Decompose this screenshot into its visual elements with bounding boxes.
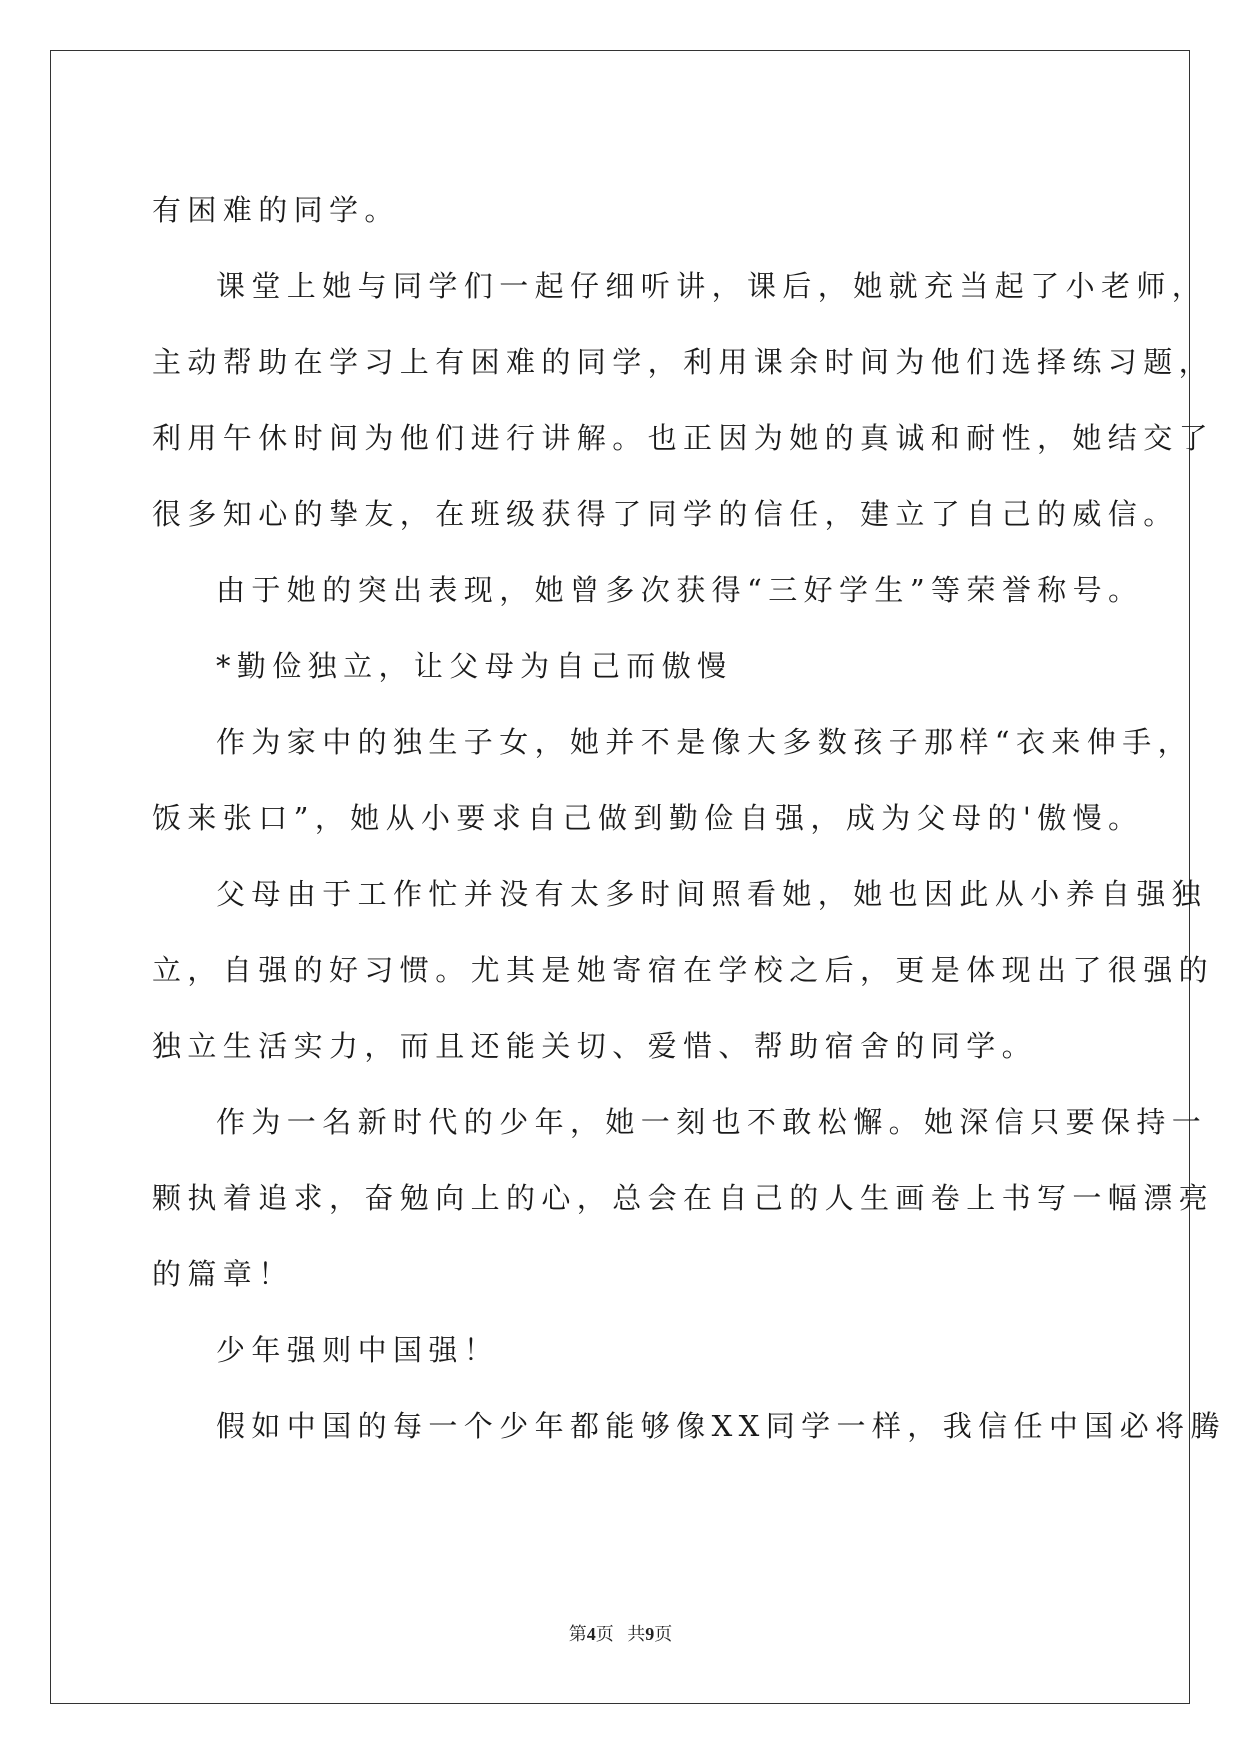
paragraph-start-line: 少年强则中国强！ bbox=[216, 1333, 500, 1367]
text-line: 有困难的同学。 bbox=[152, 193, 400, 227]
total-prefix: 共 bbox=[627, 1624, 646, 1644]
text-line: 立，自强的好习惯。尤其是她寄宿在学校之后，更是体现出了很强的 bbox=[152, 953, 1215, 987]
text-line: 主动帮助在学习上有困难的同学，利用课余时间为他们选择练习题， bbox=[152, 345, 1215, 379]
section-heading: *勤俭独立，让父母为自己而傲慢 bbox=[216, 649, 733, 683]
paragraph-start-line: 父母由于工作忙并没有太多时间照看她，她也因此从小养自强独 bbox=[216, 877, 1208, 911]
text-line: 的篇章！ bbox=[152, 1257, 294, 1291]
paragraph-start-line: 作为一名新时代的少年，她一刻也不敢松懈。她深信只要保持一 bbox=[216, 1105, 1208, 1139]
text-line: 饭来张口”，她从小要求自己做到勤俭自强，成为父母的'傲慢。 bbox=[152, 801, 1144, 835]
page-number: 4 bbox=[586, 1624, 596, 1644]
page-prefix: 第 bbox=[568, 1624, 587, 1644]
text-line: 很多知心的挚友，在班级获得了同学的信任，建立了自己的威信。 bbox=[152, 497, 1179, 531]
text-line: 颗执着追求，奋勉向上的心，总会在自己的人生画卷上书写一幅漂亮 bbox=[152, 1181, 1215, 1215]
paragraph-start-line: 假如中国的每一个少年都能够像XX同学一样，我信任中国必将腾 bbox=[216, 1409, 1226, 1443]
page-suffix: 页 bbox=[595, 1624, 614, 1644]
paragraph-start-line: 由于她的突出表现，她曾多次获得“三好学生”等荣誉称号。 bbox=[216, 573, 1144, 607]
total-suffix: 页 bbox=[654, 1624, 673, 1644]
text-line: 利用午休时间为他们进行讲解。也正因为她的真诚和耐性，她结交了 bbox=[152, 421, 1215, 455]
page-footer bbox=[0, 1620, 1241, 1646]
text-line: 独立生活实力，而且还能关切、爱惜、帮助宿舍的同学。 bbox=[152, 1029, 1038, 1063]
paragraph-start-line: 作为家中的独生子女，她并不是像大多数孩子那样“衣来伸手， bbox=[216, 725, 1194, 759]
paragraph-start-line: 课堂上她与同学们一起仔细听讲，课后，她就充当起了小老师， bbox=[216, 269, 1208, 303]
total-pages: 9 bbox=[645, 1624, 655, 1644]
